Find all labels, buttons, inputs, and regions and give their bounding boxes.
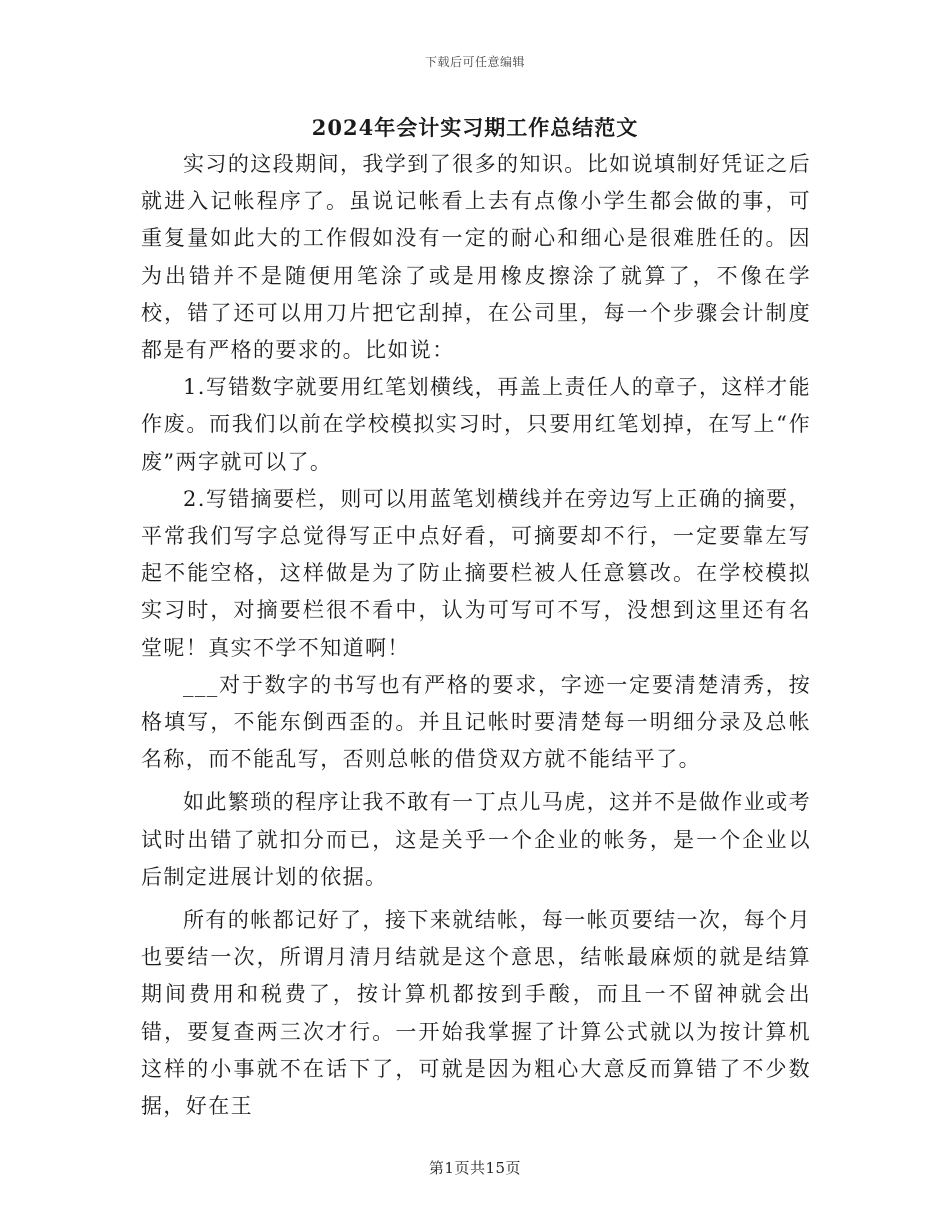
document-title: 2024年会计实习期工作总结范文 [311, 115, 639, 140]
paragraph-procedure: 如此繁琐的程序让我不敢有一丁点儿马虎，这并不是做作业或考试时出错了就扣分而已，这是关乎一个企业的帐务，是一个企业以后制定进展计划的依据。 [141, 790, 811, 889]
document-body [141, 146, 811, 1125]
header-note: 下载后可任意编辑 [424, 55, 525, 69]
paragraph-number-writing: ___对于数字的书写也有严格的要求，字迹一定要清楚清秀，按格填写，不能东倒西歪的。并且记帐时要清楚每一明细分录及总帐名称，而不能乱写，否则总帐的借贷双方就不能结平了。 [141, 672, 811, 772]
paragraph-item-1: 1.写错数字就要用红笔划横线，再盖上责任人的章子，这样才能作废。而我们以前在学校模拟实习时，只要用红笔划掉，在写上“作废”两字就可以了。 [141, 375, 811, 474]
paragraph-closing-accounts: 所有的帐都记好了，接下来就结帐，每一帐页要结一次，每个月也要结一次，所谓月清月结就是这个意思，结帐最麻烦的就是结算期间费用和税费了，按计算机都按到手酸，而且一不留神就会出错，要复查两三次才行。一开始我掌握了计算公式就以为按计算机这样的小事就不在话下了，可就是因为粗心大意反而算错了不少数据，好在王 [141, 908, 811, 1119]
paragraph-intro: 实习的这段期间，我学到了很多的知识。比如说填制好凭证之后就进入记帐程序了。虽说记帐看上去有点像小学生都会做的事，可重复量如此大的工作假如没有一定的耐心和细心是很难胜任的。因为出错并不是随便用笔涂了或是用橡皮擦涂了就算了，不像在学校，错了还可以用刀片把它刮掉，在公司里，每一个步骤会计制度都是有严格的要求的。比如说： [141, 152, 811, 363]
paragraph-item-2: 2.写错摘要栏，则可以用蓝笔划横线并在旁边写上正确的摘要，平常我们写字总觉得写正中点好看，可摘要却不行，一定要靠左写起不能空格，这样做是为了防止摘要栏被人任意篡改。在学校模拟实习时，对摘要栏很不看中，认为可写可不写，没想到这里还有名堂呢！真实不学不知道啊！ [141, 486, 811, 660]
page-number: 第1页共15页 [428, 1159, 522, 1177]
